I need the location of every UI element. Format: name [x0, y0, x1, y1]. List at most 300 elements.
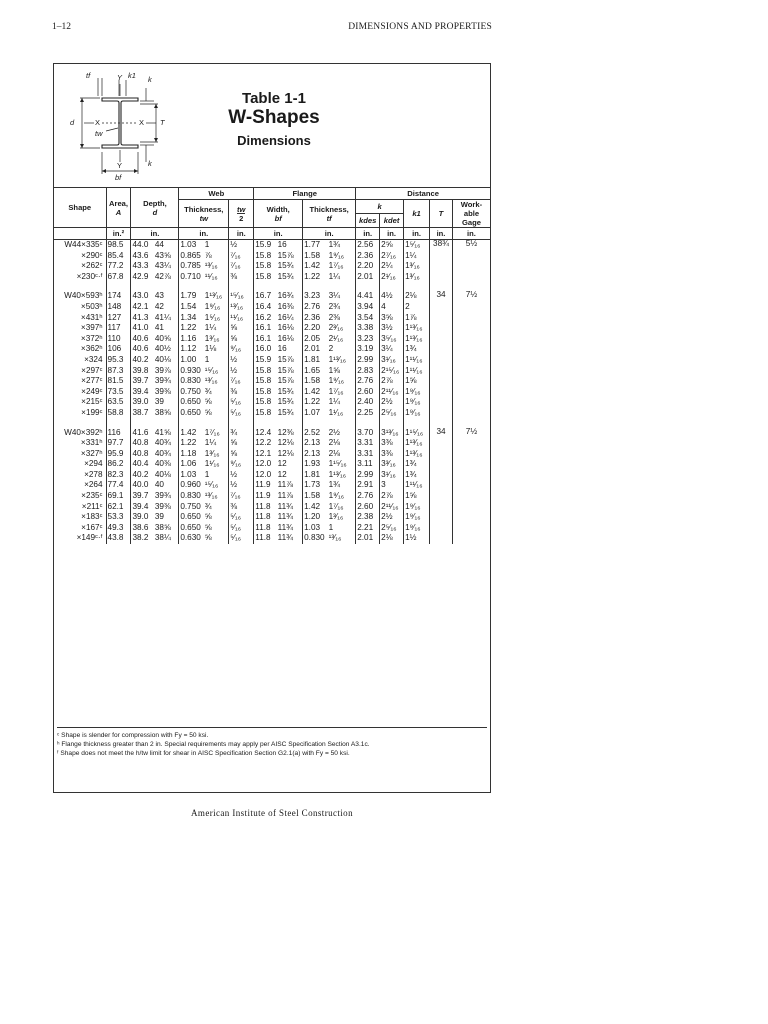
value-cell: ⁷⁄₁₆ [229, 491, 254, 502]
table-row [54, 251, 490, 262]
table-row [54, 313, 490, 324]
value-cell: 16.4 [254, 302, 277, 313]
value-cell: 12⅜ [277, 427, 294, 437]
value-cell: 11¾ [277, 501, 293, 511]
value-cell: 1⁷⁄₁₆ [328, 261, 344, 271]
value-cell: 2¹⁵⁄₁₆ [380, 366, 404, 377]
value-cell: 1⁹⁄₁₆ [204, 301, 221, 311]
value-cell: 43⅝ [154, 250, 171, 260]
value-cell: 2¹⁄₁₆ [328, 333, 344, 343]
table-row [54, 512, 490, 523]
value-cell: ½ [229, 470, 254, 481]
value-cell: 1¾ [404, 459, 430, 470]
y-bottom-label: Y [117, 161, 123, 170]
value-cell: 0.830 [303, 533, 328, 544]
value-cell: 40½ [154, 344, 171, 354]
value-cell: ⅝ [204, 522, 212, 532]
shape-cell: W44×335ᶜ [64, 240, 103, 249]
value-cell: 1⁷⁄₁₆ [328, 501, 344, 511]
value-cell: 1⅝ [328, 365, 340, 375]
shape-cell: ×431ʰ [80, 312, 103, 322]
value-cell: 2.76 [356, 491, 380, 502]
value-cell: 1.54 [179, 302, 204, 313]
value-cell: 0.650 [179, 408, 204, 419]
T-value: 34 [436, 291, 446, 300]
value-cell: 2¼ [380, 261, 404, 272]
value-cell: 43.6 [131, 251, 154, 262]
value-cell: 106 [106, 344, 131, 355]
value-cell: 73.5 [106, 387, 131, 398]
value-cell: ⅝ [229, 449, 254, 460]
value-cell: ⅝ [204, 397, 212, 407]
value-cell: 1¹¹⁄₁₆ [404, 480, 430, 491]
value-cell: 15.8 [254, 366, 277, 377]
shape-cell: ×183ᶜ [81, 512, 103, 522]
value-cell: 3 [380, 480, 404, 491]
value-cell: 2⅞ [380, 491, 404, 502]
value-cell: 2⁷⁄₁₆ [380, 251, 404, 262]
value-cell: 1⅝ [404, 376, 430, 387]
value-cell: 39 [154, 397, 164, 407]
value-cell: 44 [154, 240, 164, 249]
shape-cell: ×167ᶜ [81, 522, 103, 532]
value-cell: 1⁹⁄₁₆ [404, 408, 430, 419]
y-top-label: Y [117, 73, 123, 82]
value-cell: 2⅛ [328, 448, 340, 458]
table-frame [53, 63, 491, 793]
value-cell: 2³⁄₁₆ [328, 323, 344, 333]
value-cell: 1³⁄₁₆ [204, 448, 220, 458]
value-cell: ½ [229, 480, 254, 491]
table-row [54, 302, 490, 313]
value-cell: 3⅜ [380, 438, 404, 449]
value-cell: ¾ [229, 428, 254, 439]
value-cell: 2.05 [303, 334, 328, 345]
x-right-label: X [139, 118, 145, 127]
w-shape-diagram [62, 70, 212, 188]
value-cell: 1¹⁄₁₆ [328, 407, 344, 417]
value-cell: 40⅛ [154, 469, 171, 479]
value-cell: ¹⁵⁄₁₆ [229, 291, 254, 302]
value-cell: 39¾ [154, 376, 171, 386]
value-cell: 1¹⁵⁄₁₆ [404, 428, 430, 439]
value-cell: 2½ [380, 512, 404, 523]
value-cell: ¹¹⁄₁₆ [229, 313, 254, 324]
value-cell: 1¾ [328, 240, 340, 249]
value-cell: 1.77 [303, 240, 328, 251]
value-cell: 15.8 [254, 387, 277, 398]
T-value-cell [430, 428, 453, 439]
value-cell: 1.22 [179, 323, 204, 334]
value-cell: ½ [229, 366, 254, 377]
value-cell: 117 [106, 323, 131, 334]
value-cell: 1⁹⁄₁₆ [404, 512, 430, 523]
T-value: 34 [436, 427, 446, 436]
value-cell: 1⁹⁄₁₆ [404, 502, 430, 513]
value-cell: ⅜ [229, 387, 254, 398]
value-cell: 2.76 [356, 376, 380, 387]
value-cell: 95.3 [106, 355, 131, 366]
value-cell: 16.2 [254, 313, 277, 324]
k1-label: k1 [128, 71, 136, 80]
value-cell: 1³⁄₁₆ [404, 272, 430, 283]
col-kdes: kdes [356, 214, 380, 228]
table-title-block [214, 90, 334, 150]
value-cell: 1.93 [303, 459, 328, 470]
tf-label: tf [86, 71, 91, 80]
value-cell: ⁹⁄₁₆ [229, 344, 254, 355]
value-cell: 40.2 [131, 355, 154, 366]
value-cell: 1⁹⁄₁₆ [328, 491, 345, 501]
value-cell: 39.7 [131, 376, 154, 387]
value-cell: 1¹³⁄₁₆ [404, 449, 430, 460]
value-cell: 1⁹⁄₁₆ [328, 250, 345, 260]
value-cell: 148 [106, 302, 131, 313]
value-cell: 1.18 [179, 449, 204, 460]
d-label: d [70, 118, 75, 127]
shape-cell: ×297ᶜ [81, 365, 103, 375]
value-cell: 15.9 [254, 355, 277, 366]
group-gap [54, 282, 490, 291]
value-cell: 15¾ [277, 386, 294, 396]
col-kdet: kdet [380, 214, 404, 228]
footnote-f: ᶠ Shape does not meet the h/tw limit for shear in AISC Specification Section G2.1(a) with Fy = 50 ksi. [57, 750, 350, 757]
value-cell: 11¾ [277, 522, 293, 532]
value-cell: 0.960 [179, 480, 204, 491]
table-name: W-Shapes [228, 107, 320, 128]
value-cell: 12 [277, 469, 287, 479]
value-cell: 2⁵⁄₁₆ [380, 408, 404, 419]
value-cell: 1¹³⁄₁₆ [404, 438, 430, 449]
value-cell: 12.2 [254, 438, 277, 449]
shape-cell: ×503ʰ [80, 301, 103, 311]
value-cell: 11¾ [277, 533, 293, 543]
value-cell: 3³⁄₁₆ [380, 459, 404, 470]
running-head [52, 22, 492, 36]
table-row [54, 376, 490, 387]
col-gage: Work- able Gage [452, 200, 490, 228]
value-cell: 40.0 [131, 480, 154, 491]
table-row [54, 240, 490, 251]
value-cell: 53.3 [106, 512, 131, 523]
value-cell: 11¾ [277, 512, 293, 522]
value-cell: 3⅜ [380, 449, 404, 460]
value-cell: 40¾ [154, 448, 171, 458]
value-cell: 2⅜ [328, 312, 340, 322]
value-cell: 43.0 [131, 291, 154, 302]
value-cell: 0.630 [179, 533, 204, 544]
value-cell: 1.20 [303, 512, 328, 523]
value-cell: 40¾ [154, 438, 171, 448]
value-cell: 2⅛ [404, 291, 430, 302]
table-row [54, 502, 490, 513]
shape-cell: ×290ᶜ [81, 250, 103, 260]
value-cell: 2½ [328, 427, 340, 437]
value-cell: ¹⁵⁄₁₆ [204, 480, 219, 490]
units-row: in.² in. in. in. in. in. in. in. in. in. in. [54, 228, 490, 240]
value-cell: 1¾ [404, 470, 430, 481]
value-cell: ¹³⁄₁₆ [204, 376, 218, 386]
value-cell: 2.20 [356, 261, 380, 272]
value-cell: 87.3 [106, 366, 131, 377]
value-cell: 1⁹⁄₁₆ [404, 523, 430, 534]
value-cell: 15.8 [254, 272, 277, 283]
value-cell: 39.0 [131, 512, 154, 523]
k-bottom-label: k [148, 159, 152, 168]
value-cell: 2.60 [356, 502, 380, 513]
value-cell: ¹³⁄₁₆ [204, 491, 218, 501]
col-k1: k1 [404, 200, 430, 228]
value-cell: 3.38 [356, 323, 380, 334]
gage-value-cell [452, 291, 490, 302]
value-cell: ⁷⁄₁₆ [229, 261, 254, 272]
value-cell: 3.94 [356, 302, 380, 313]
dimensions-table [54, 187, 490, 544]
value-cell: ⁵⁄₁₆ [229, 408, 254, 419]
value-cell: ¾ [204, 501, 212, 511]
value-cell: 11.8 [254, 523, 277, 534]
value-cell: 2⅝ [380, 240, 404, 251]
shape-cell: ×372ʰ [80, 333, 103, 343]
value-cell: 1.22 [303, 397, 328, 408]
value-cell: 127 [106, 313, 131, 324]
value-cell: 1⁹⁄₁₆ [404, 387, 430, 398]
value-cell: 1¹³⁄₁₆ [204, 291, 223, 301]
value-cell: 2.20 [303, 323, 328, 334]
shape-cell: ×324 [84, 354, 103, 364]
col-web-thickness: Thickness, tw [179, 200, 229, 228]
value-cell: 15¾ [277, 261, 294, 271]
value-cell: 15.8 [254, 408, 277, 419]
value-cell: 39¾ [154, 491, 171, 501]
table-row [54, 408, 490, 419]
value-cell: 3¼ [328, 291, 340, 301]
shape-cell: ×211ᶜ [81, 501, 103, 511]
shape-cell: ×397ʰ [80, 323, 103, 333]
value-cell: ⅝ [229, 323, 254, 334]
value-cell: 1.79 [179, 291, 204, 302]
value-cell: 41 [154, 323, 164, 333]
value-cell: 67.8 [106, 272, 131, 283]
value-cell: 1¹³⁄₁₆ [328, 354, 347, 364]
value-cell: 15¾ [277, 397, 294, 407]
tw-label: tw [95, 129, 103, 138]
value-cell: 1¾ [328, 480, 340, 490]
value-cell: 38⅝ [154, 407, 171, 417]
value-cell: 2.52 [303, 428, 328, 439]
col-k: k [356, 200, 404, 214]
value-cell: 1 [204, 240, 210, 249]
value-cell: 40⅜ [154, 459, 171, 469]
value-cell: 1.22 [179, 438, 204, 449]
value-cell: 2⅛ [328, 438, 340, 448]
value-cell: 40.2 [131, 470, 154, 481]
value-cell: ⅞ [204, 250, 212, 260]
value-cell: 41.6 [131, 428, 154, 439]
value-cell: ⁷⁄₁₆ [229, 376, 254, 387]
value-cell: 2.99 [356, 355, 380, 366]
table-row [54, 523, 490, 534]
col-T: T [430, 200, 453, 228]
value-cell: 39 [154, 512, 164, 522]
w-shape-section-figure [62, 70, 212, 188]
value-cell: 3⁵⁄₁₆ [380, 334, 404, 345]
value-cell: 12.4 [254, 428, 277, 439]
value-cell: 1.42 [179, 428, 204, 439]
value-cell: ⅜ [229, 272, 254, 283]
col-distance-group: Distance [356, 188, 490, 200]
value-cell: ¹³⁄₁₆ [204, 261, 218, 271]
value-cell: 69.1 [106, 491, 131, 502]
value-cell: 2.99 [356, 470, 380, 481]
value-cell: 77.4 [106, 480, 131, 491]
value-cell: 41¼ [154, 312, 171, 322]
value-cell: 2.13 [303, 449, 328, 460]
table-row [54, 459, 490, 470]
value-cell: 2⅛ [380, 533, 404, 544]
value-cell: 174 [106, 291, 131, 302]
col-area: Area, A [106, 188, 131, 228]
value-cell: 15.8 [254, 261, 277, 272]
col-flange-width: Width, bf [254, 200, 303, 228]
value-cell: 1.03 [303, 523, 328, 534]
footnotes [57, 727, 487, 758]
value-cell: 3¹⁄₁₆ [380, 470, 404, 481]
value-cell: 16¾ [277, 291, 294, 301]
value-cell: 0.650 [179, 512, 204, 523]
value-cell: 3¹⁄₁₆ [380, 355, 404, 366]
value-cell: 98.5 [106, 240, 131, 251]
value-cell: 39.4 [131, 502, 154, 513]
value-cell: 40.6 [131, 344, 154, 355]
value-cell: 58.8 [106, 408, 131, 419]
value-cell: 0.650 [179, 397, 204, 408]
value-cell: 0.750 [179, 387, 204, 398]
value-cell: ¾ [204, 386, 212, 396]
value-cell: 2.13 [303, 438, 328, 449]
table-number: Table 1-1 [242, 90, 306, 107]
value-cell: ¹¹⁄₁₆ [204, 271, 218, 281]
value-cell: 2¹¹⁄₁₆ [380, 502, 404, 513]
value-cell: 41.3 [131, 313, 154, 324]
gage-value: 7½ [465, 291, 478, 300]
table-body [54, 240, 490, 545]
table-row [54, 428, 490, 439]
value-cell: 1.34 [179, 313, 204, 324]
T-value-cell [430, 240, 453, 251]
value-cell: 2 [328, 344, 334, 354]
shape-cell: ×264 [84, 480, 103, 490]
value-cell: 1 [204, 469, 210, 479]
value-cell: 11.8 [254, 533, 277, 544]
shape-cell: ×331ʰ [80, 438, 103, 448]
value-cell: 2.01 [356, 272, 380, 283]
value-cell: 43¼ [154, 261, 171, 271]
value-cell: 0.830 [179, 376, 204, 387]
value-cell: 1³⁄₁₆ [404, 261, 430, 272]
value-cell: 16.0 [254, 344, 277, 355]
value-cell: 1¾ [404, 344, 430, 355]
value-cell: 39⅜ [154, 386, 171, 396]
value-cell: 1¼ [204, 438, 217, 448]
value-cell: 1.81 [303, 355, 328, 366]
value-cell: 16.1 [254, 323, 277, 334]
value-cell: 15.8 [254, 397, 277, 408]
value-cell: 1.03 [179, 240, 204, 251]
page-number: 1–12 [52, 22, 71, 32]
value-cell: 43.3 [131, 261, 154, 272]
value-cell: 15.8 [254, 251, 277, 262]
value-cell: ⁵⁄₁₆ [229, 533, 254, 544]
value-cell: 1.42 [303, 387, 328, 398]
value-cell: 2 [404, 302, 430, 313]
value-cell: 43 [154, 291, 164, 301]
value-cell: 0.650 [179, 523, 204, 534]
value-cell: 1 [328, 522, 334, 532]
publisher-footer: American Institute of Steel Construction [191, 808, 353, 818]
value-cell: 1.58 [303, 491, 328, 502]
gage-value: 7½ [465, 427, 478, 436]
value-cell: 0.710 [179, 272, 204, 283]
value-cell: ⅝ [204, 512, 212, 522]
value-cell: 44.0 [131, 240, 154, 251]
value-cell: 110 [106, 334, 131, 345]
value-cell: 3.31 [356, 438, 380, 449]
value-cell: ⅜ [229, 502, 254, 513]
footnote-h: ʰ Flange thickness greater than 2 in. Special requirements may apply per AISC Specification Section A3.1c. [57, 741, 370, 748]
value-cell: 2.01 [356, 533, 380, 544]
value-cell: 0.865 [179, 251, 204, 262]
value-cell: 11.9 [254, 480, 277, 491]
value-cell: 1 [204, 354, 210, 364]
value-cell: 1.16 [179, 334, 204, 345]
value-cell: 86.2 [106, 459, 131, 470]
shape-cell: ×215ᶜ [81, 397, 103, 407]
value-cell: 0.785 [179, 261, 204, 272]
value-cell: 116 [106, 428, 131, 439]
value-cell: 3.11 [356, 459, 380, 470]
value-cell: 11.9 [254, 491, 277, 502]
value-cell: 42.9 [131, 272, 154, 283]
shape-cell: ×278 [84, 469, 103, 479]
value-cell: 11.8 [254, 512, 277, 523]
value-cell: ⅝ [229, 334, 254, 345]
value-cell: 43.8 [106, 533, 131, 544]
table-row [54, 387, 490, 398]
value-cell: 2.25 [356, 408, 380, 419]
value-cell: 1¼ [404, 251, 430, 262]
section-title: DIMENSIONS AND PROPERTIES [348, 22, 492, 32]
value-cell: 2.38 [356, 512, 380, 523]
value-cell: 39.0 [131, 397, 154, 408]
value-cell: 16.7 [254, 291, 277, 302]
value-cell: 15¾ [277, 271, 294, 281]
value-cell: 1⁹⁄₁₆ [328, 376, 345, 386]
value-cell: 38⅝ [154, 522, 171, 532]
value-cell: 2.40 [356, 397, 380, 408]
T-value: 38¾ [433, 239, 449, 248]
value-cell: 2¾ [328, 301, 340, 311]
value-cell: 16¼ [277, 312, 294, 322]
value-cell: 1¼ [328, 397, 340, 407]
value-cell: 12.0 [254, 459, 277, 470]
value-cell: 3¹³⁄₁₆ [380, 428, 404, 439]
value-cell: 15¾ [277, 407, 294, 417]
value-cell: 1.65 [303, 366, 328, 377]
value-cell: 3.23 [356, 334, 380, 345]
value-cell: 1¹⁄₁₆ [204, 459, 220, 469]
value-cell: 2¹⁄₁₆ [380, 272, 404, 283]
